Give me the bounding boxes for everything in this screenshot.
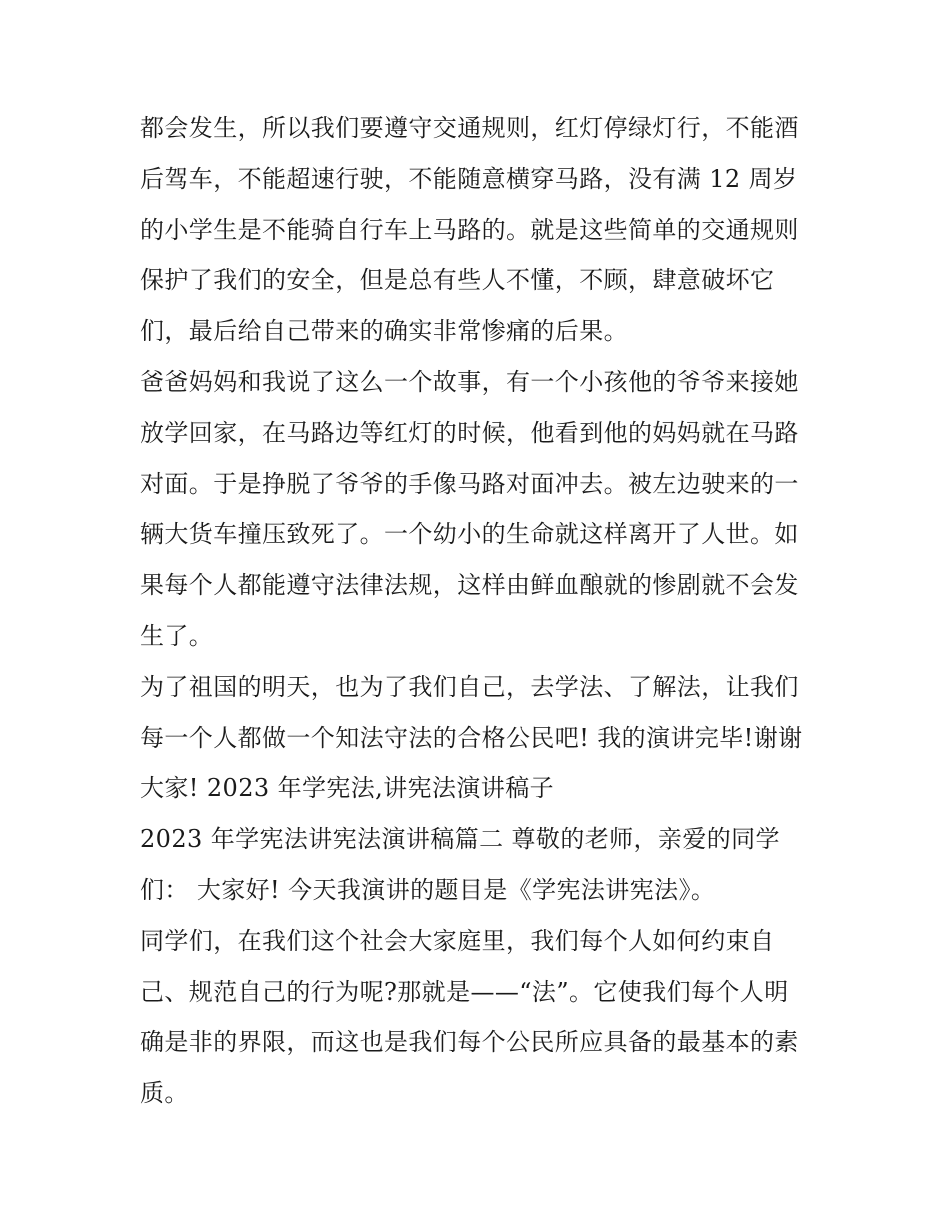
text-line: 果每个人都能遵守法律法规，这样由鲜血酿就的惨剧就不会发 [140,571,799,600]
text-line: 生了。 [140,621,214,650]
text-line: 辆大货车撞压致死了。一个幼小的生命就这样离开了人世。如 [140,520,799,549]
text-line: 放学回家，在马路边等红灯的时候，他看到他的妈妈就在马路 [140,418,799,447]
text-line: 己、规范自己的行为呢?那就是——“法”。它使我们每个人明 [140,977,789,1006]
text-line: 2023 年学宪法讲宪法演讲稿篇二 尊敬的老师，亲爱的同学 [140,825,780,854]
text-line: 们，最后给自己带来的确实非常惨痛的后果。 [140,317,628,346]
text-line: 对面。于是挣脱了爷爷的手像马路对面冲去。被左边驶来的一 [140,469,799,498]
text-line: 都会发生，所以我们要遵守交通规则，红灯停绿灯行，不能酒 [140,114,799,142]
text-line: 爸爸妈妈和我说了这么一个故事，有一个小孩他的爷爷来接她 [140,367,799,396]
text-line: 保护了我们的安全，但是总有些人不懂，不顾，肆意破坏它 [140,266,775,295]
text-line: 们： 大家好! 今天我演讲的题目是《学宪法讲宪法》。 [140,875,716,904]
text-line: 后驾车，不能超速行驶，不能随意横穿马路，没有满 12 周岁 [140,164,798,193]
text-line: 每一个人都做一个知法守法的合格公民吧! 我的演讲完毕!谢谢 [140,723,803,752]
body-text [140,103,820,1119]
text-line: 确是非的界限，而这也是我们每个公民所应具备的最基本的素 [140,1028,799,1057]
text-line: 大家! 2023 年学宪法,讲宪法演讲稿子 [140,774,555,803]
text-line: 同学们，在我们这个社会大家庭里，我们每个人如何约束自 [140,926,775,955]
text-line: 质。 [140,1079,189,1108]
text-line: 为了祖国的明天，也为了我们自己，去学法、了解法，让我们 [140,672,799,701]
text-line: 的小学生是不能骑自行车上马路的。就是这些简单的交通规则 [140,215,799,244]
